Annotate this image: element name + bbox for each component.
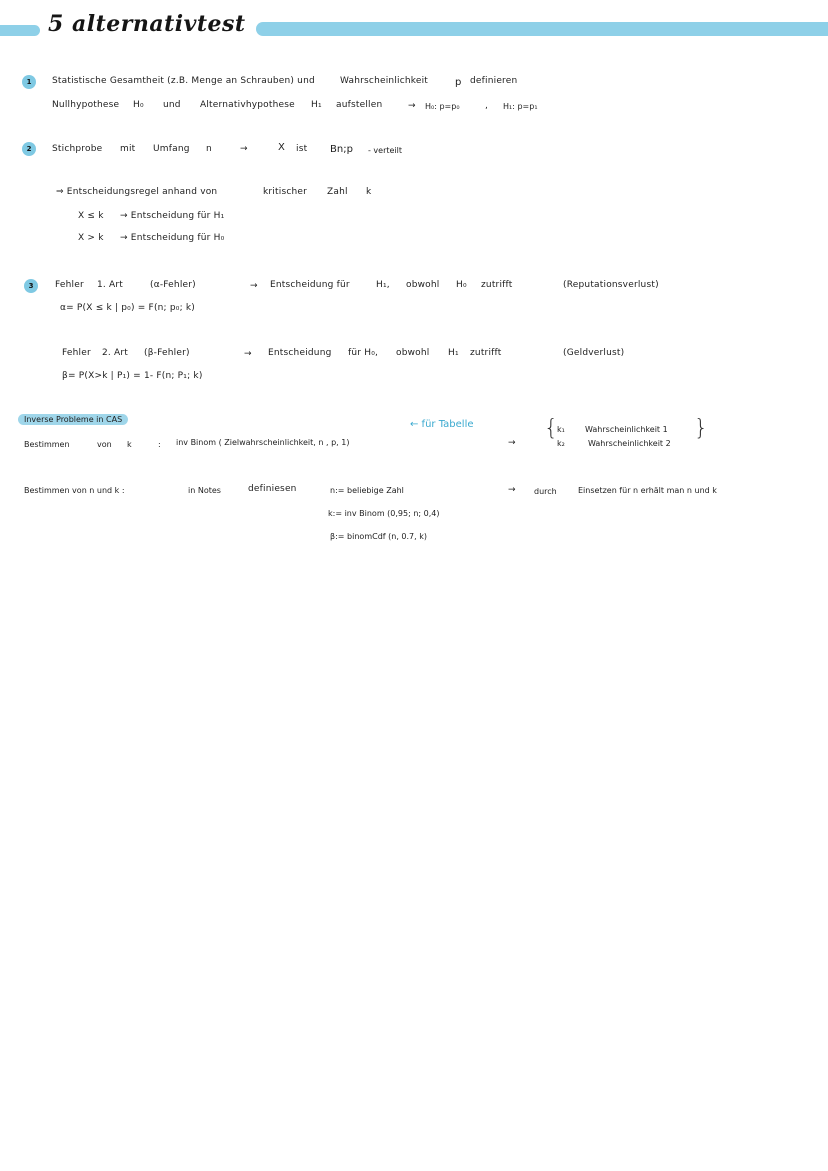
- cas-b1-invbinom: inv Binom ( Zielwahrscheinlichkeit, n , p, 1): [176, 438, 350, 447]
- s3-e2-beta: (β-Fehler): [144, 348, 190, 358]
- s1-text-aufstellen: aufstellen: [336, 100, 383, 110]
- cas-badge: Inverse Probleme in CAS: [18, 414, 128, 425]
- s2-case2-decision: → Entscheidung für H₀: [120, 233, 225, 243]
- s2-text-stichprobe: Stichprobe: [52, 144, 103, 154]
- s2-text-ist: ist: [296, 144, 308, 154]
- s2-rule: ⇒ Entscheidungsregel anhand von: [56, 187, 218, 197]
- cas-def-k: k:= inv Binom (0,95; n; 0,4): [328, 509, 440, 518]
- s3-e2-arrow: →: [244, 349, 252, 359]
- s3-e2-art: 2. Art: [102, 348, 129, 358]
- s2-rule-k: k: [366, 187, 372, 197]
- s3-e1-zutrifft: zutrifft: [481, 280, 513, 290]
- s3-e1-formula: α= P(X ≤ k | p₀) = F(n; p₀; k): [60, 303, 195, 313]
- cas-b1-k: k: [127, 440, 132, 449]
- header-bar-left: [0, 25, 40, 36]
- s3-e1-h1: H₁,: [376, 280, 390, 290]
- s1-text-h0: H₀: [133, 100, 144, 110]
- cas-note-fuer-tabelle: ← für Tabelle: [410, 419, 474, 430]
- cas-b1-bestimmen: Bestimmen: [24, 440, 70, 449]
- s2-case1-condition: X ≤ k: [78, 211, 104, 221]
- s3-e2-fehler: Fehler: [62, 348, 91, 358]
- s2-text-X: X: [278, 142, 285, 153]
- cas-b1-colon: :: [158, 440, 161, 449]
- cas-b2-bestimmen: Bestimmen von n und k :: [24, 486, 125, 495]
- s1-text-wahrscheinlichkeit: Wahrscheinlichkeit: [340, 76, 429, 86]
- section-number-3: 3: [24, 279, 38, 293]
- s3-e2-geldverlust: (Geldverlust): [563, 348, 625, 358]
- cas-k2: k₂: [557, 439, 565, 448]
- s1-h0-formula: H₀: p=p₀: [425, 102, 460, 111]
- s3-e1-art: 1. Art: [97, 280, 124, 290]
- cas-brace-right: }: [694, 416, 708, 441]
- s3-e2-entscheidung: Entscheidung: [268, 348, 332, 358]
- s1-text-nullhypothese: Nullhypothese: [52, 100, 120, 110]
- cas-def-beta: β:= binomCdf (n, 0.7, k): [330, 532, 427, 541]
- cas-b2-einsetzen: Einsetzen für n erhält man n und k: [578, 486, 717, 495]
- s1-h1-formula: H₁: p=p₁: [503, 102, 538, 111]
- s3-e1-reputationsverlust: (Reputationsverlust): [563, 280, 659, 290]
- s3-e1-obwohl: obwohl: [406, 280, 440, 290]
- s2-text-umfang: Umfang: [153, 144, 190, 154]
- s2-text-bnp: Bn;p: [330, 144, 353, 155]
- s3-e1-entscheidung: Entscheidung für: [270, 280, 350, 290]
- cas-w1: Wahrscheinlichkeit 1: [585, 425, 668, 434]
- s2-rule-kritischer: kritischer: [263, 187, 308, 197]
- s3-e2-zutrifft: zutrifft: [470, 348, 502, 358]
- s3-e1-fehler: Fehler: [55, 280, 84, 290]
- s1-comma: ,: [485, 101, 489, 111]
- cas-k1: k₁: [557, 425, 565, 434]
- cas-brace-left: {: [544, 416, 558, 441]
- s1-text-alternativhypothese: Alternativhypothese: [200, 100, 295, 110]
- s3-e2-formula: β= P(X>k | P₁) = 1- F(n; P₁; k): [62, 371, 203, 381]
- header-bar-right: [256, 22, 828, 36]
- s2-case1-decision: → Entscheidung für H₁: [120, 211, 225, 221]
- cas-w2: Wahrscheinlichkeit 2: [588, 439, 671, 448]
- s2-text-n: n: [206, 144, 212, 154]
- s3-e1-alpha: (α-Fehler): [150, 280, 196, 290]
- s1-text-definieren: definieren: [470, 76, 518, 86]
- s1-arrow: →: [408, 101, 416, 111]
- s2-text-verteilt: - verteilt: [368, 146, 403, 155]
- cas-b1-arrow: →: [508, 438, 516, 448]
- s3-e2-fuer-h0: für H₀,: [348, 348, 379, 358]
- cas-b1-von: von: [97, 440, 112, 449]
- s1-text-und: und: [163, 100, 181, 110]
- s2-rule-zahl: Zahl: [327, 187, 348, 197]
- cas-def-n: n:= beliebige Zahl: [330, 486, 404, 495]
- s2-case2-condition: X > k: [78, 233, 104, 243]
- s3-e2-obwohl: obwohl: [396, 348, 430, 358]
- s2-arrow: →: [240, 144, 248, 154]
- s2-text-mit: mit: [120, 144, 136, 154]
- s1-text-statistische: Statistische Gesamtheit (z.B. Menge an Schrauben) und: [52, 76, 315, 86]
- s3-e1-h0: H₀: [456, 280, 467, 290]
- cas-b2-definiesen: definiesen: [248, 484, 297, 494]
- s3-e2-h1: H₁: [448, 348, 459, 358]
- cas-b2-arrow: →: [508, 485, 516, 495]
- s1-text-p: p: [455, 77, 462, 88]
- page-title: 5 alternativtest: [48, 11, 246, 37]
- section-number-2: 2: [22, 142, 36, 156]
- cas-b2-notes: in Notes: [188, 486, 221, 495]
- cas-b2-durch: durch: [534, 487, 557, 496]
- s1-text-h1: H₁: [311, 100, 322, 110]
- s3-e1-arrow: →: [250, 281, 258, 291]
- section-number-1: 1: [22, 75, 36, 89]
